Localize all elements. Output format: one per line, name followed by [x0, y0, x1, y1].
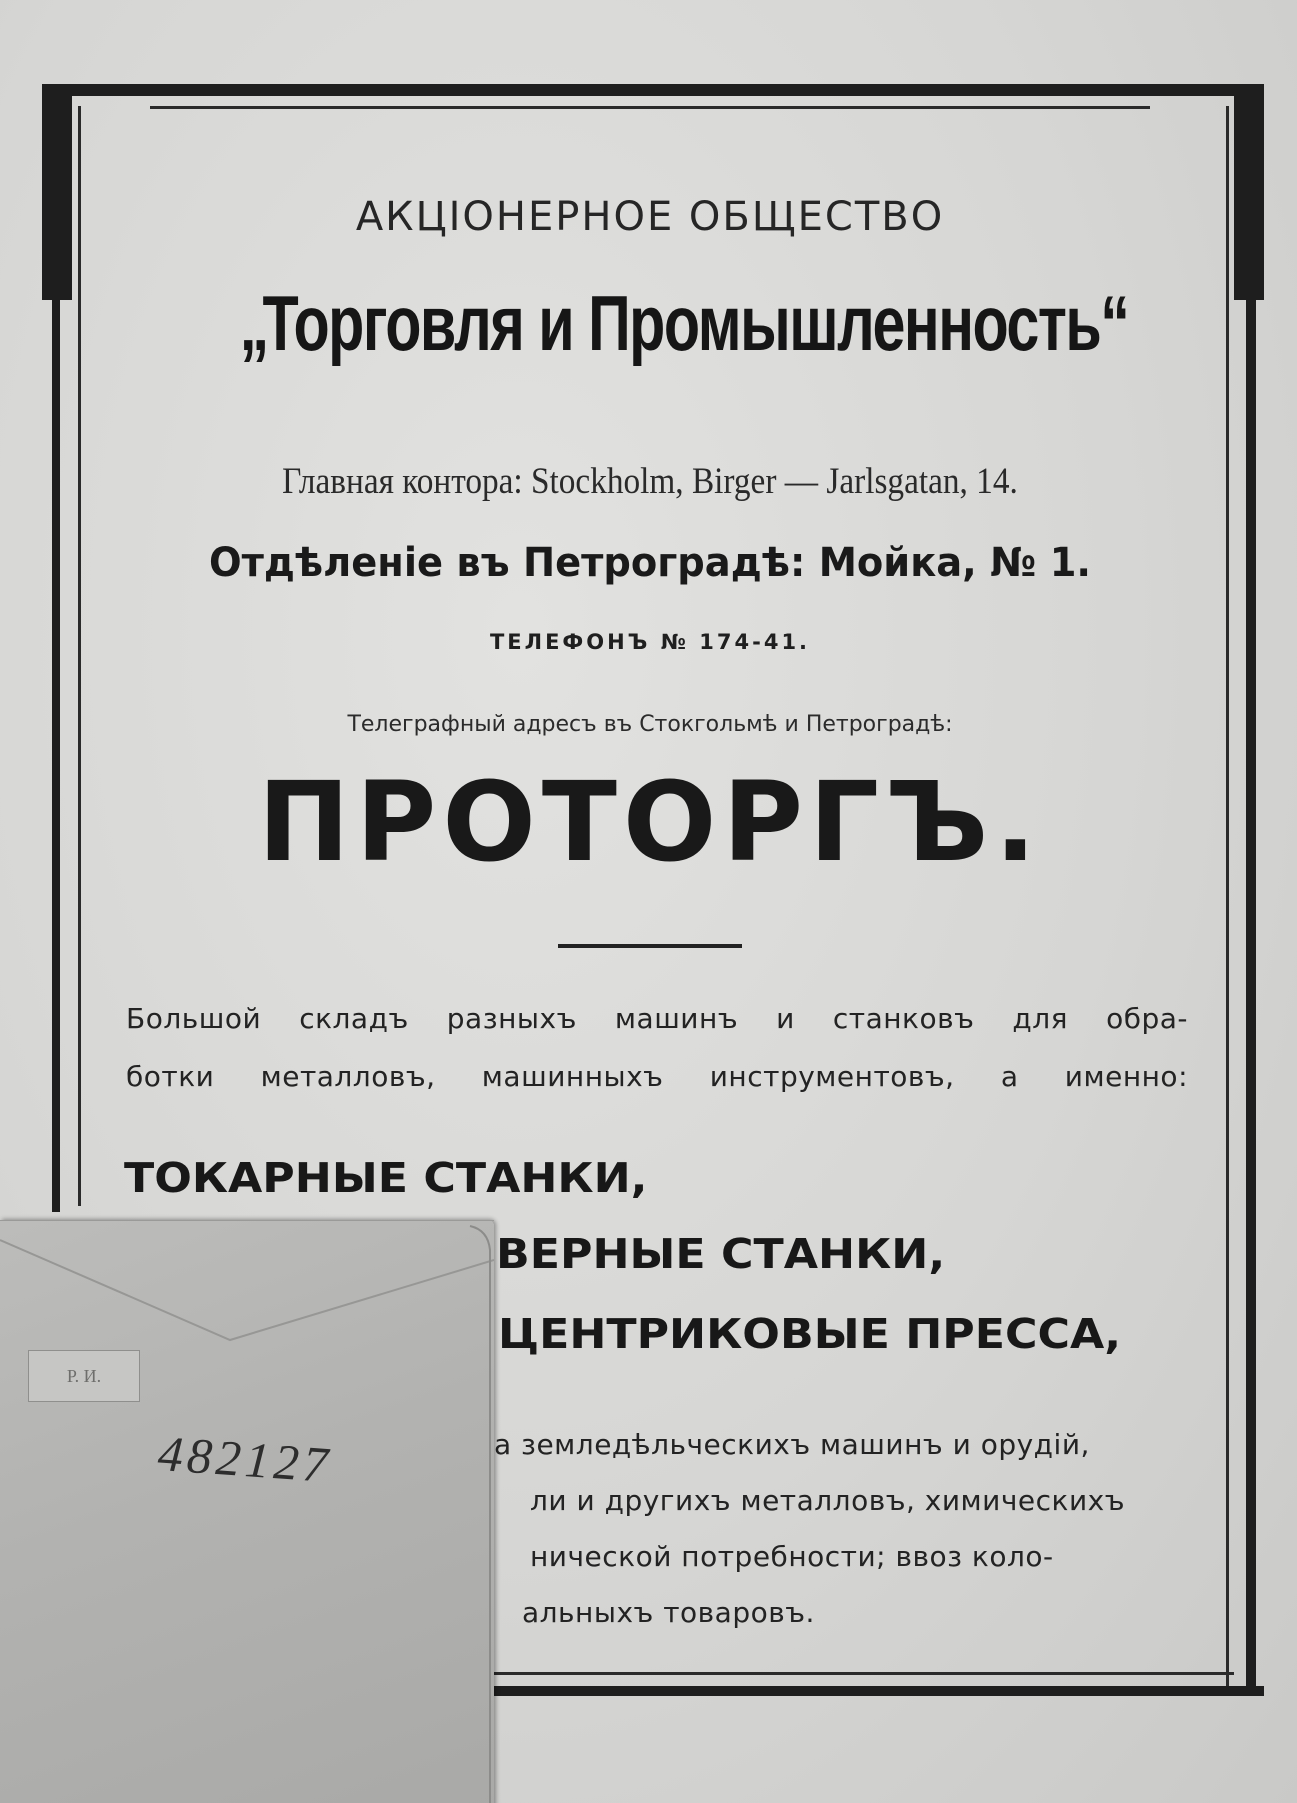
company-name: „Торговля и Промышленность“ [239, 279, 1129, 367]
library-envelope [0, 1220, 494, 1803]
telegraph-address-label: Телеграфный адресъ въ Стокгольмѣ и Петроградѣ: [347, 712, 953, 737]
note-line: а земледѣльческихъ машинъ и орудій, [494, 1428, 1090, 1461]
library-stamp-label: Р. И. [28, 1350, 140, 1402]
product-item: ЦЕНТРИКОВЫЕ ПРЕССА, [498, 1310, 1122, 1358]
note-line: нической потребности; ввоз коло- [530, 1540, 1054, 1573]
description-line: ботки металловъ, машинныхъ инструментовъ, а именно: [126, 1060, 1188, 1093]
description-line: Большой складъ разныхъ машинъ и станковъ для обра- [126, 1002, 1188, 1035]
phone-number: ТЕЛЕФОНЪ № 174-41. [489, 630, 811, 654]
handwritten-inventory-number: 482127 [156, 1424, 334, 1494]
branch-address: Отдѣленіе въ Петроградѣ: Мойка, № 1. [208, 540, 1092, 586]
head-office-address: Главная контора: Stockholm, Birger — Jarlsgatan, 14. [282, 461, 1018, 502]
envelope-flap-lines [0, 1220, 494, 1803]
note-line: альныхъ товаровъ. [522, 1596, 815, 1629]
telegraph-brand: ПРОТОРГЪ. [257, 758, 1043, 886]
product-item: ТОКАРНЫЕ СТАНКИ, [124, 1154, 648, 1202]
divider-rule [558, 944, 742, 948]
society-heading: АКЦІОНЕРНОЕ ОБЩЕСТВО [355, 194, 945, 240]
note-line: ли и другихъ металловъ, химическихъ [530, 1484, 1125, 1517]
product-item: ВЕРНЫЕ СТАНКИ, [496, 1230, 946, 1278]
